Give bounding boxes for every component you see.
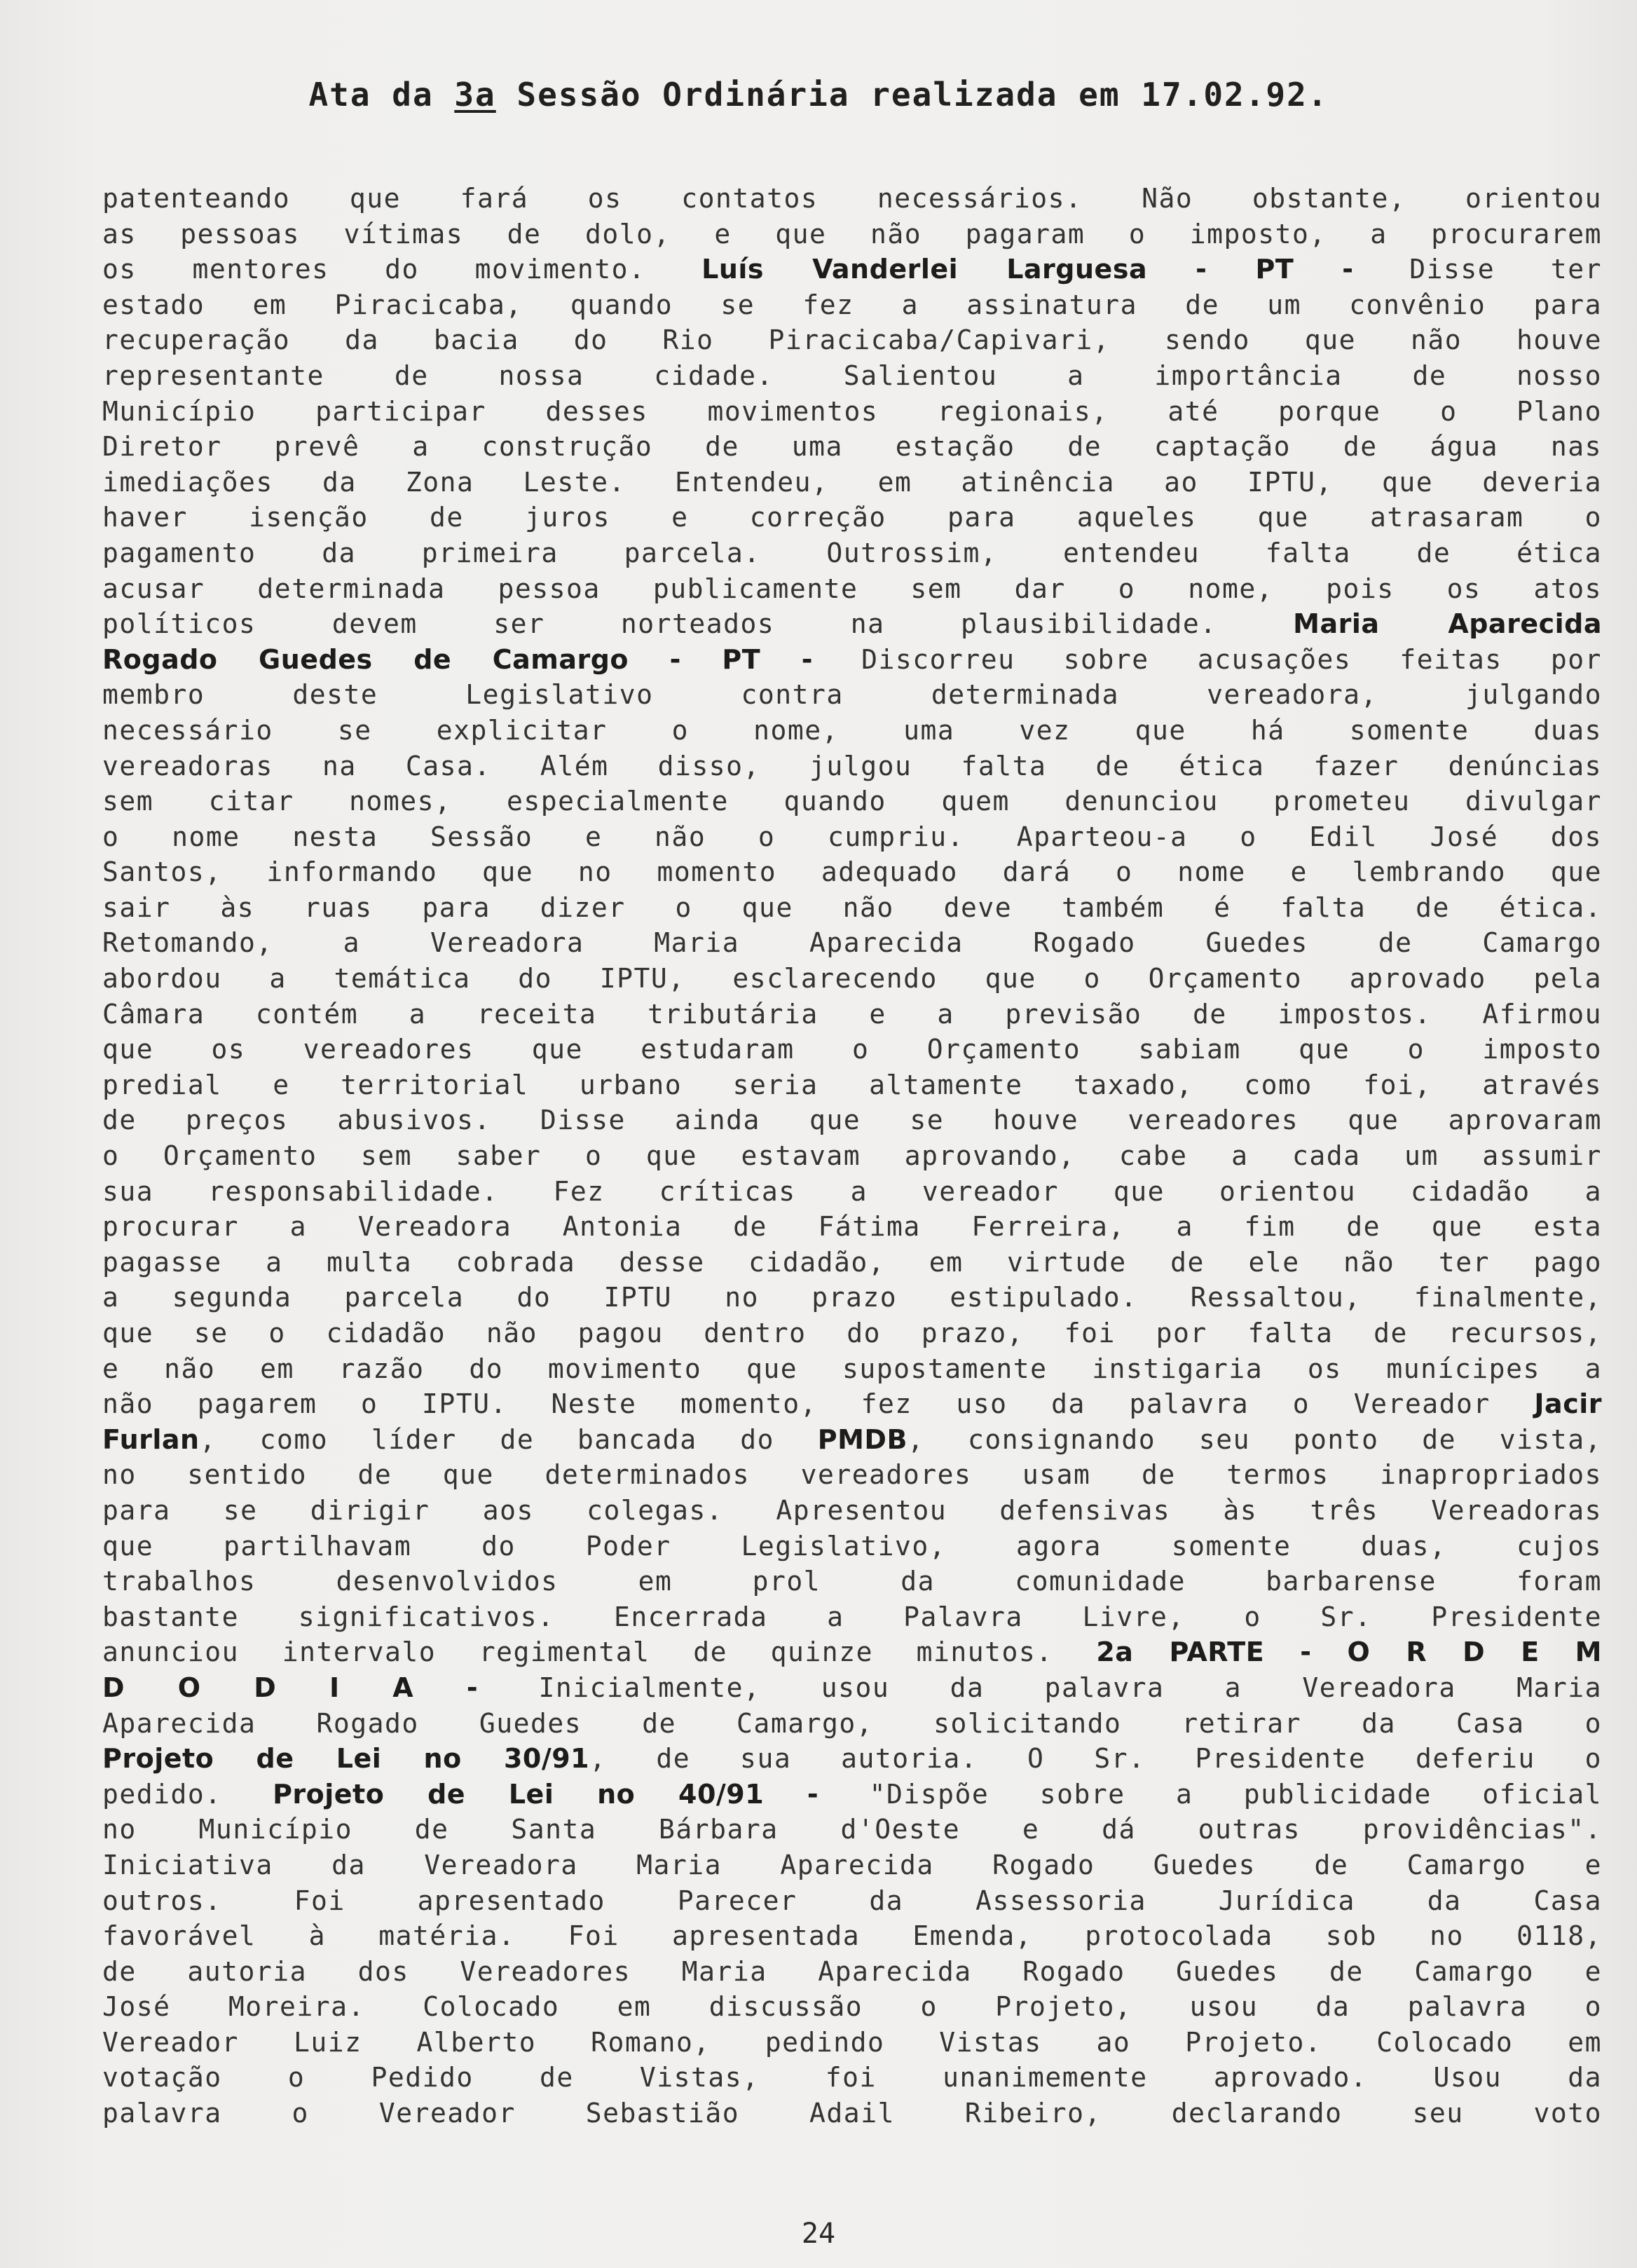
text-line <box>102 1067 1602 1103</box>
text-segment: e não em razão do movimento que supostamente instigaria os munícipes a <box>102 1353 1602 1384</box>
text-line <box>102 1102 1602 1138</box>
title-ordinal: 3a <box>454 76 496 114</box>
text-segment: políticos devem ser norteados na plausibilidade. <box>102 608 1294 640</box>
text-line <box>102 1209 1602 1245</box>
text-segment: acusar determinada pessoa publicamente sem dar o nome, pois os atos <box>102 573 1602 604</box>
text-segment: membro deste Legislativo contra determinada vereadora, julgando <box>102 679 1602 711</box>
text-segment: imediações da Zona Leste. Entendeu, em atinência ao IPTU, que deveria <box>102 466 1602 498</box>
text-segment: os mentores do movimento. <box>102 254 702 285</box>
bold-text-segment: Jacir <box>1534 1388 1602 1420</box>
text-line <box>102 819 1602 855</box>
text-segment: sair às ruas para dizer o que não deve também é falta de ética. <box>102 892 1602 923</box>
title-prefix: Ata da <box>308 76 455 114</box>
text-segment: que partilhavam do Poder Legislativo, agora somente duas, cujos <box>102 1530 1602 1562</box>
text-line <box>102 1634 1602 1670</box>
text-segment: José Moreira. Colocado em discussão o Projeto, usou da palavra o <box>102 1991 1602 2023</box>
text-segment: outros. Foi apresentado Parecer da Assessoria Jurídica da Casa <box>102 1885 1602 1916</box>
text-segment: anunciou intervalo regimental de quinze minutos. <box>102 1637 1097 1668</box>
text-segment: as pessoas vítimas de dolo, e que não pagaram o imposto, a procurarem <box>102 218 1602 250</box>
text-line <box>102 1351 1602 1387</box>
text-segment: sem citar nomes, especialmente quando quem denunciou prometeu divulgar <box>102 786 1602 817</box>
bold-text-segment: Furlan <box>102 1423 200 1455</box>
bold-text-segment: 2a PARTE - O R D E M <box>1096 1637 1602 1668</box>
text-segment: no sentido de que determinados vereadores usam de termos inapropriados <box>102 1459 1602 1491</box>
text-segment: Disse ter <box>1353 254 1602 285</box>
text-segment: Vereador Luiz Alberto Romano, pedindo Vistas ao Projeto. Colocado em <box>102 2026 1602 2058</box>
text-segment: trabalhos desenvolvidos em prol da comunidade barbarense foram <box>102 1566 1602 1597</box>
text-line <box>102 1422 1602 1458</box>
text-segment: Santos, informando que no momento adequado dará o nome e lembrando que <box>102 856 1602 888</box>
text-segment: recuperação da bacia do Rio Piracicaba/Capivari, sendo que não houve <box>102 325 1602 356</box>
text-segment: abordou a temática do IPTU, esclarecendo que o Orçamento aprovado pela <box>102 963 1602 995</box>
text-line <box>102 571 1602 607</box>
document-title <box>0 76 1637 114</box>
text-segment: pedido. <box>102 1778 273 1810</box>
text-segment: Câmara contém a receita tributária e a previsão de impostos. Afirmou <box>102 998 1602 1030</box>
text-line <box>102 1599 1602 1635</box>
text-line <box>102 1529 1602 1564</box>
text-segment: palavra o Vereador Sebastião Adail Ribeiro, declarando seu voto <box>102 2098 1602 2129</box>
text-line <box>102 1138 1602 1174</box>
text-segment: favorável à matéria. Foi apresentada Emenda, protocolada sob no 0118, <box>102 1920 1602 1952</box>
text-segment: haver isenção de juros e correção para aqueles que atrasaram o <box>102 502 1602 533</box>
text-segment: o Orçamento sem saber o que estavam aprovando, cabe a cada um assumir <box>102 1140 1602 1172</box>
title-suffix: Sessão Ordinária realizada em 17.02.92. <box>495 76 1329 114</box>
text-line <box>102 1847 1602 1883</box>
text-line <box>102 1989 1602 2025</box>
text-segment: não pagarem o IPTU. Neste momento, fez uso da palavra o Vereador <box>102 1388 1535 1420</box>
text-segment: "Dispõe sobre a publicidade oficial <box>818 1778 1602 1810</box>
text-segment: que se o cidadão não pagou dentro do prazo, foi por falta de recursos, <box>102 1318 1602 1348</box>
text-segment: de autoria dos Vereadores Maria Aparecida Rogado Guedes de Camargo e <box>102 1955 1602 1987</box>
text-segment: Diretor prevê a construção de uma estação de captação de água nas <box>102 431 1602 463</box>
text-segment: pagasse a multa cobrada desse cidadão, em virtude de ele não ter pago <box>102 1246 1602 1278</box>
text-segment: pagamento da primeira parcela. Outrossim, entendeu falta de ética <box>102 537 1602 568</box>
bold-text-segment: Rogado Guedes de Camargo - PT - <box>102 643 813 675</box>
text-line <box>102 1741 1602 1777</box>
text-line <box>102 2025 1602 2061</box>
text-line <box>102 535 1602 571</box>
text-line <box>102 1918 1602 1954</box>
text-line <box>102 1777 1602 1812</box>
text-line <box>102 2096 1602 2131</box>
text-line <box>102 1032 1602 1067</box>
text-segment: Iniciativa da Vereadora Maria Aparecida Rogado Guedes de Camargo e <box>102 1849 1602 1880</box>
text-segment: Retomando, a Vereadora Maria Aparecida Rogado Guedes de Camargo <box>102 927 1602 959</box>
text-line <box>102 252 1602 287</box>
text-line <box>102 784 1602 819</box>
text-segment: , como líder de bancada do <box>199 1423 818 1455</box>
text-line <box>102 287 1602 323</box>
text-segment: Discorreu sobre acusações feitas por <box>812 643 1602 675</box>
text-line <box>102 394 1602 430</box>
text-segment: no Município de Santa Bárbara d'Oeste e dá outras providências". <box>102 1814 1602 1845</box>
text-line <box>102 713 1602 749</box>
bold-text-segment: Luís Vanderlei Larguesa - PT - <box>701 254 1354 285</box>
text-line <box>102 1245 1602 1280</box>
text-line <box>102 854 1602 890</box>
text-segment: sua responsabilidade. Fez críticas a vereador que orientou cidadão a <box>102 1175 1602 1207</box>
text-line <box>102 642 1602 678</box>
text-line <box>102 961 1602 997</box>
text-line <box>102 1706 1602 1742</box>
text-line <box>102 1954 1602 1990</box>
bold-text-segment: D O D I A - <box>102 1672 479 1703</box>
text-line <box>102 1316 1602 1351</box>
text-line <box>102 1493 1602 1529</box>
text-segment: , de sua autoria. O Sr. Presidente deferiu o <box>589 1743 1602 1775</box>
text-segment: procurar a Vereadora Antonia de Fátima Ferreira, a fim de que esta <box>102 1211 1602 1243</box>
text-segment: necessário se explicitar o nome, uma vez que há somente duas <box>102 714 1602 746</box>
text-segment: Município participar desses movimentos regionais, até porque o Plano <box>102 395 1602 427</box>
minutes-body-text <box>102 181 1602 2136</box>
text-segment: bastante significativos. Encerrada a Palavra Livre, o Sr. Presidente <box>102 1601 1602 1632</box>
text-line <box>102 997 1602 1032</box>
text-segment: predial e territorial urbano seria altamente taxado, como foi, através <box>102 1069 1602 1100</box>
text-line <box>102 358 1602 394</box>
text-segment: , consignando seu ponto de vista, <box>907 1423 1602 1455</box>
text-line <box>102 1812 1602 1847</box>
text-segment: Inicialmente, usou da palavra a Vereadora Maria <box>478 1672 1602 1703</box>
text-line <box>102 1280 1602 1316</box>
text-line <box>102 429 1602 465</box>
text-line <box>102 1883 1602 1919</box>
text-segment: o nome nesta Sessão e não o cumpriu. Aparteou-a o Edil José dos <box>102 821 1602 852</box>
text-line <box>102 465 1602 500</box>
text-line <box>102 890 1602 926</box>
text-line <box>102 2060 1602 2096</box>
text-segment: representante de nossa cidade. Salientou a importância de nosso <box>102 360 1602 391</box>
text-line <box>102 1457 1602 1493</box>
bold-text-segment: PMDB <box>817 1423 907 1455</box>
text-line <box>102 749 1602 784</box>
page-number: 24 <box>801 2218 836 2250</box>
text-segment: a segunda parcela do IPTU no prazo estipulado. Ressaltou, finalmente, <box>102 1282 1602 1313</box>
text-line <box>102 217 1602 252</box>
text-segment: de preços abusivos. Disse ainda que se houve vereadores que aprovaram <box>102 1105 1602 1136</box>
bold-text-segment: Projeto de Lei no 40/91 - <box>273 1778 819 1810</box>
text-line <box>102 1386 1602 1422</box>
text-line <box>102 322 1602 358</box>
text-line <box>102 1670 1602 1706</box>
text-segment: que os vereadores que estudaram o Orçamento sabiam que o imposto <box>102 1034 1602 1065</box>
text-line <box>102 925 1602 961</box>
text-line <box>102 606 1602 642</box>
text-segment: patenteando que fará os contatos necessários. Não obstante, orientou <box>102 183 1602 214</box>
text-segment: votação o Pedido de Vistas, foi unanimemente aprovado. Usou da <box>102 2062 1602 2093</box>
bold-text-segment: Maria Aparecida <box>1293 608 1602 640</box>
text-line <box>102 500 1602 535</box>
text-segment: vereadoras na Casa. Além disso, julgou falta de ética fazer denúncias <box>102 750 1602 781</box>
text-segment: estado em Piracicaba, quando se fez a assinatura de um convênio para <box>102 289 1602 320</box>
text-segment: para se dirigir aos colegas. Apresentou defensivas às três Vereadoras <box>102 1494 1602 1526</box>
text-segment: Aparecida Rogado Guedes de Camargo, solicitando retirar da Casa o <box>102 1707 1602 1739</box>
text-line <box>102 1564 1602 1599</box>
text-line <box>102 181 1602 217</box>
bold-text-segment: Projeto de Lei no 30/91 <box>102 1743 590 1775</box>
text-line <box>102 677 1602 713</box>
text-line <box>102 1174 1602 1210</box>
